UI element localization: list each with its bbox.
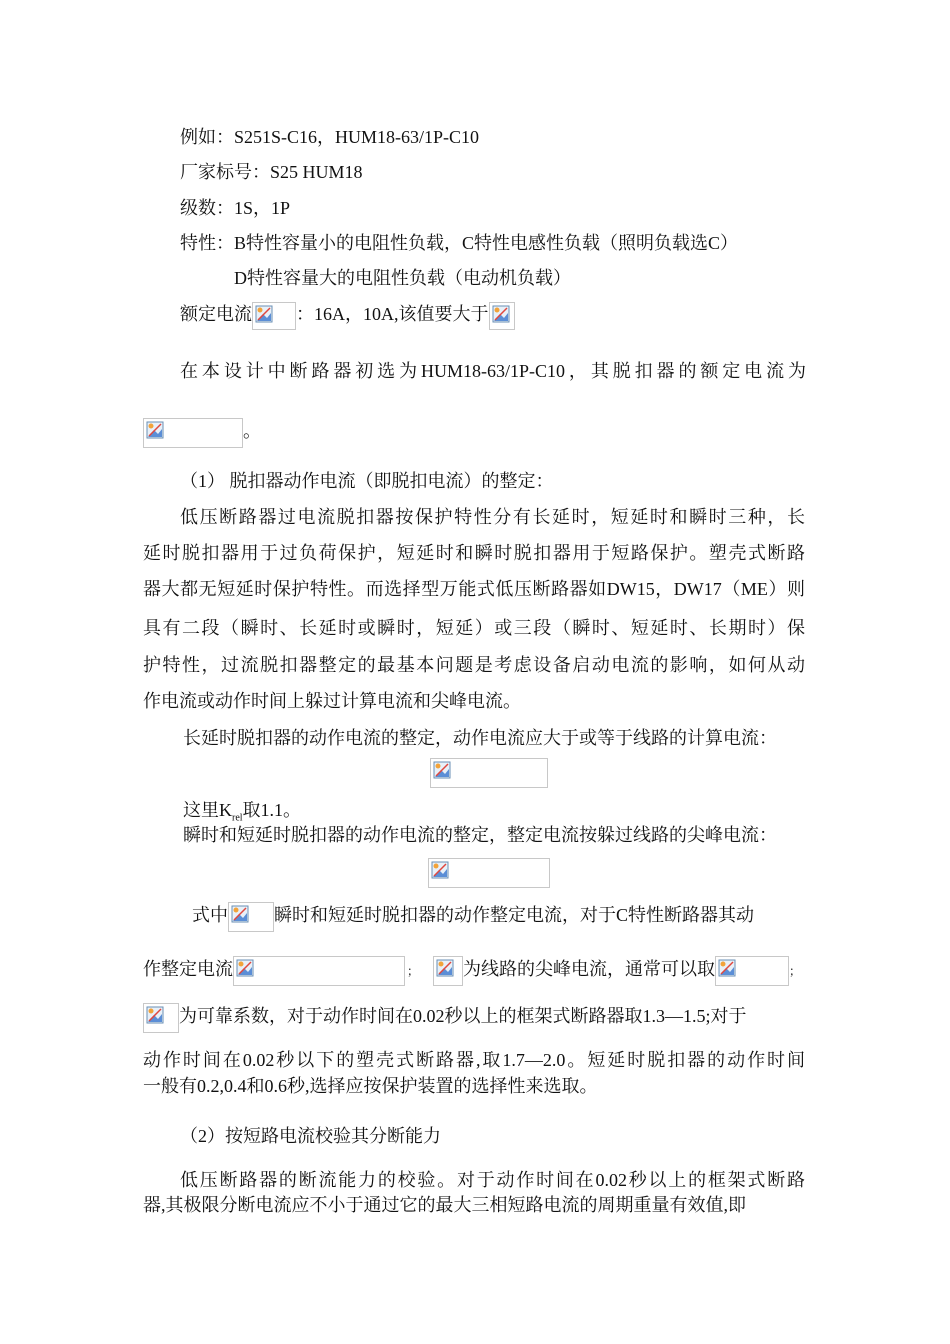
krel-subscript: rel	[232, 812, 243, 824]
design-selection-line: 在本设计中断路器初选为HUM18-63/1P-C10，其脱扣器的额定电流为	[180, 361, 806, 381]
long-delay-line: 长延时脱扣器的动作电流的整定，动作电流应大于或等于线路的计算电流：	[183, 728, 777, 748]
paragraph-line: 低压断路器过电流脱扣器按保护特性分有长延时，短延时和瞬时三种，长	[180, 507, 805, 527]
paragraph-line: 延时脱扣器用于过负荷保护，短延时和瞬时脱扣器用于短路保护。塑壳式断路	[143, 543, 805, 563]
paragraph-line: 器大都无短延时保护特性。而选择型万能式低压断路器如DW15，DW17（ME）则	[143, 579, 805, 599]
semicolon-text: ；	[789, 964, 802, 979]
paragraph-line: 具有二段（瞬时、长延时或瞬时，短延）或三段（瞬时、短延时、长期时）保	[143, 618, 805, 638]
paragraph-line: 作电流或动作时间上躲过计算电流和尖峰电流。	[143, 691, 521, 711]
paragraph-line: 一般有0.2,0.4和0.6秒,选择应按保护装置的选择性来选取。	[143, 1076, 598, 1096]
krel-value: 取1.1。	[242, 800, 302, 820]
formula-image-icon	[489, 302, 515, 330]
instant-delay-formula	[428, 858, 550, 888]
semicolon-text: ；	[407, 964, 420, 979]
example-line: 例如：S251S-C16，HUM18-63/1P-C10	[180, 127, 480, 147]
rated-current-formula-line	[143, 418, 261, 448]
formula-image-icon	[233, 956, 405, 986]
manufacturer-code-line: 厂家标号：S25 HUM18	[180, 162, 363, 182]
reliability-text: 为可靠系数，对于动作时间在0.02秒以上的框架式断路器取1.3—1.5;对于	[179, 1006, 747, 1027]
formula-image-icon	[252, 302, 296, 330]
formula-image-icon	[143, 1003, 179, 1033]
setting-current-line	[143, 956, 801, 986]
rated-current-line	[180, 302, 515, 330]
section-1-heading: （1） 脱扣器动作电流（即脱扣电流）的整定：	[180, 471, 554, 491]
formula-explain-prefix: 式中	[192, 905, 228, 926]
formula-image-icon	[433, 956, 463, 986]
formula-explain-line	[192, 902, 754, 932]
setting-current-label: 作整定电流	[143, 959, 233, 980]
formula-image-icon	[430, 758, 548, 788]
paragraph-line: 护特性，过流脱扣器整定的最基本问题是考虑设备启动电流的影响，如何从动	[143, 655, 805, 675]
rated-current-label: 额定电流	[180, 304, 252, 325]
period-text: 。	[243, 421, 261, 442]
paragraph-line: 器,其极限分断电流应不小于通过它的最大三相短路电流的周期重量有效值,即	[143, 1195, 746, 1215]
rated-current-text: ：16A，10A,该值要大于	[296, 304, 489, 325]
pole-count-line: 级数：1S，1P	[180, 198, 291, 218]
paragraph-line: 低压断路器的断流能力的校验。对于动作时间在0.02秒以上的框架式断路	[180, 1170, 805, 1190]
reliability-line	[143, 1003, 747, 1033]
section-2-heading: （2）按短路电流校验其分断能力	[180, 1126, 441, 1146]
formula-image-icon	[428, 858, 550, 888]
long-delay-formula	[430, 758, 548, 788]
krel-text: 这里K	[183, 800, 232, 820]
paragraph-line: 动作时间在0.02秒以下的塑壳式断路器,取1.7—2.0。短延时脱扣器的动作时间	[143, 1050, 805, 1070]
formula-image-icon	[143, 418, 243, 448]
formula-explain-text: 瞬时和短延时脱扣器的动作整定电流，对于C特性断路器其动	[274, 905, 755, 926]
peak-current-text: 为线路的尖峰电流，通常可以取	[463, 959, 716, 980]
formula-image-icon	[228, 902, 274, 932]
instant-delay-line: 瞬时和短延时脱扣器的动作电流的整定，整定电流按躲过线路的尖峰电流：	[183, 825, 777, 845]
characteristic-line: 特性：B特性容量小的电阻性负载，C特性电感性负载（照明负载选C）	[180, 233, 739, 253]
formula-image-icon	[715, 956, 789, 986]
characteristic-d-line: D特性容量大的电阻性负载（电动机负载）	[234, 268, 571, 288]
